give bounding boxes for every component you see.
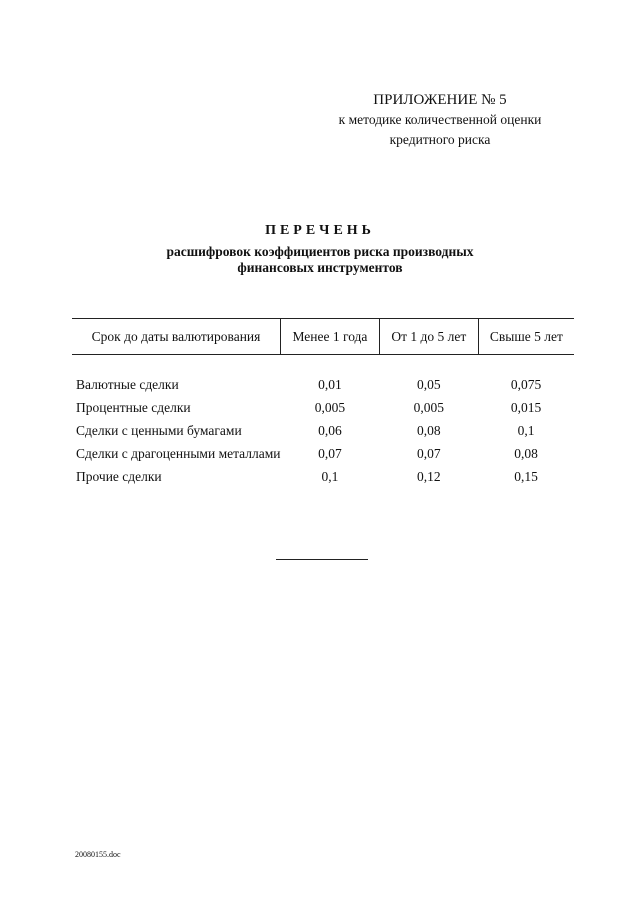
appendix-heading xyxy=(300,90,580,150)
cell-value: 0,015 xyxy=(510,400,542,415)
table-header-row xyxy=(72,319,574,355)
row-label: Сделки с драгоценными металлами xyxy=(76,446,281,461)
cell-value: 0,06 xyxy=(318,423,342,438)
cell-value: 0,15 xyxy=(514,469,538,484)
subtitle-line2: финансовых инструментов xyxy=(237,260,403,275)
header-over-5-years: Свыше 5 лет xyxy=(478,319,574,355)
table-row xyxy=(72,396,574,419)
appendix-number: ПРИЛОЖЕНИЕ № 5 xyxy=(373,92,507,108)
header-less-1-year: Менее 1 года xyxy=(281,319,380,355)
cell-value: 0,08 xyxy=(514,446,538,461)
row-label: Валютные сделки xyxy=(76,377,179,392)
appendix-caption-line1: к методике количественной оценки xyxy=(338,112,542,127)
table-row xyxy=(72,373,574,396)
closing-rule xyxy=(276,559,368,560)
subtitle-line1: расшифровок коэффициентов риска производных xyxy=(166,244,474,259)
footer-filename: 20080155.doc xyxy=(75,850,121,859)
appendix-caption-line2: кредитного риска xyxy=(389,132,491,147)
cell-value: 0,07 xyxy=(417,446,441,461)
cell-value: 0,005 xyxy=(314,400,346,415)
cell-value: 0,01 xyxy=(318,377,342,392)
cell-value: 0,05 xyxy=(417,377,441,392)
table-row xyxy=(72,442,574,465)
document-title: ПЕРЕЧЕНЬ xyxy=(265,223,375,238)
row-label: Процентные сделки xyxy=(76,400,191,415)
document-subtitle xyxy=(130,244,510,276)
cell-value: 0,07 xyxy=(318,446,342,461)
row-label: Сделки с ценными бумагами xyxy=(76,423,242,438)
cell-value: 0,005 xyxy=(413,400,444,415)
cell-value: 0,075 xyxy=(510,377,542,392)
risk-coefficients-table xyxy=(72,318,574,488)
cell-value: 0,12 xyxy=(417,469,441,484)
cell-value: 0,08 xyxy=(417,423,441,438)
cell-value: 0,1 xyxy=(321,469,339,484)
header-term: Срок до даты валютирования xyxy=(72,319,281,355)
table-row xyxy=(72,419,574,442)
header-1-to-5-years: От 1 до 5 лет xyxy=(379,319,478,355)
cell-value: 0,1 xyxy=(517,423,535,438)
row-label: Прочие сделки xyxy=(76,469,162,484)
table-row xyxy=(72,465,574,488)
